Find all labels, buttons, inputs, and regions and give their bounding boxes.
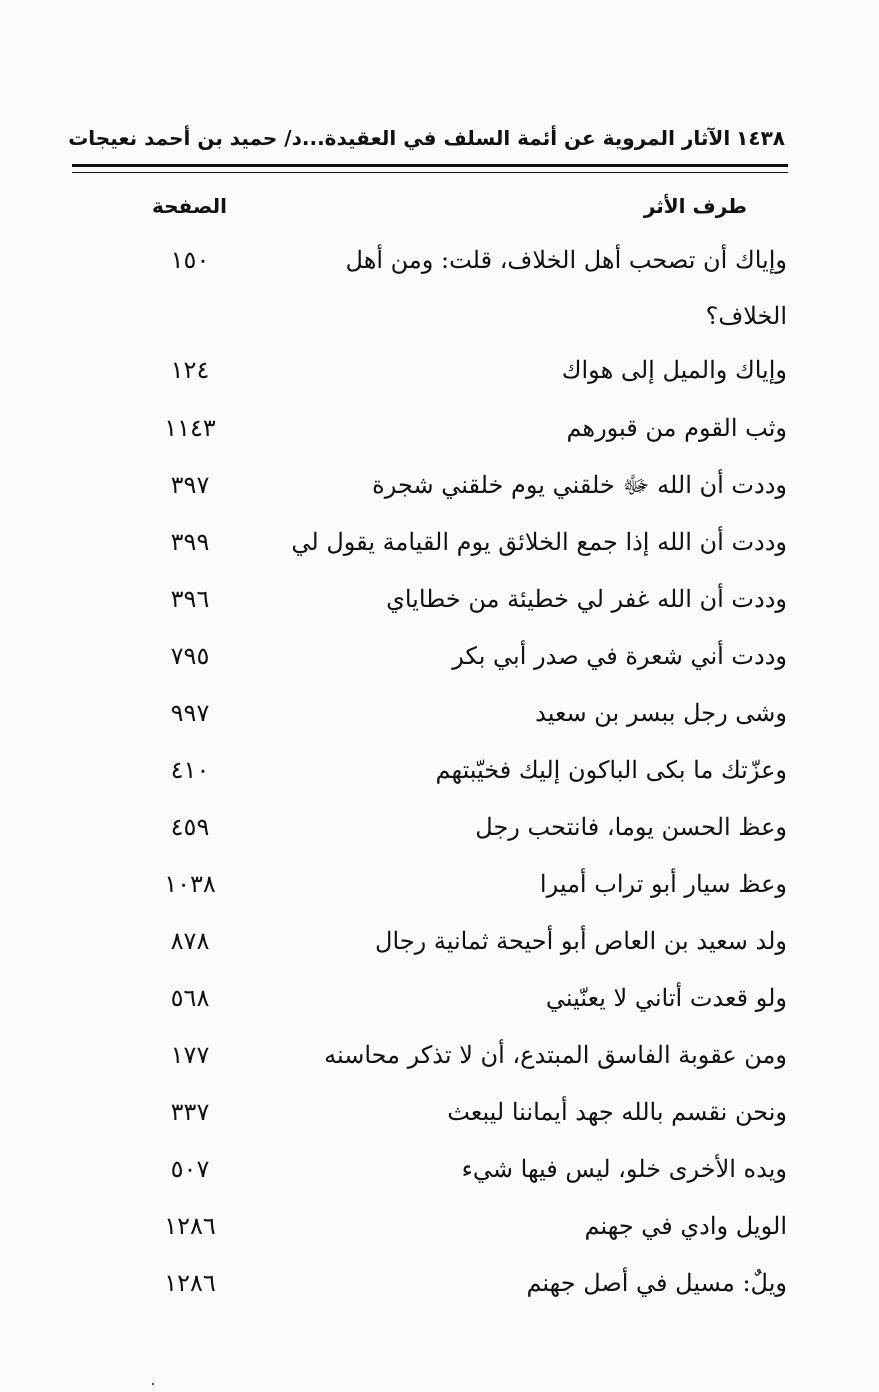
index-entry-text: وددت أن الله إذا جمع الخلائق يوم القيامة يقول لي — [291, 528, 787, 556]
index-entry-text: وإياك والميل إلى هواك — [561, 356, 787, 384]
index-entry-page: ١٢٨٦ — [164, 1269, 216, 1297]
index-entry-text: وثب القوم من قبورهم — [566, 414, 787, 442]
index-entry-page: ٣٣٧ — [170, 1098, 210, 1126]
column-heading-text: طرف الأثر — [643, 194, 747, 218]
index-entry-text: ويده الأخرى خلو، ليس فيها شيء — [461, 1155, 787, 1183]
index-entry-page: ١٥٠ — [170, 246, 210, 274]
index-entry-page: ١٠٣٨ — [164, 870, 216, 898]
index-entry-text: وعزّتك ما بكى الباكون إليك فخيّبتهم — [435, 756, 787, 784]
index-entry-text: وددت أن الله غفر لي خطيئة من خطاياي — [386, 585, 787, 613]
index-entry-page: ٤١٠ — [170, 756, 210, 784]
index-entry-text: وددت أني شعرة في صدر أبي بكر — [452, 642, 787, 670]
index-entry-page: ٩٩٧ — [170, 699, 210, 727]
index-entry-page: ٨٧٨ — [170, 927, 210, 955]
index-entry-text: ومن عقوبة الفاسق المبتدع، أن لا تذكر محاسنه — [324, 1041, 787, 1069]
column-heading-page: الصفحة — [152, 194, 228, 218]
index-entry-text: وعظ الحسن يوما، فانتحب رجل — [475, 813, 787, 841]
index-entry-page: ١٢٤ — [170, 356, 210, 384]
index-entry-page: ٣٩٩ — [170, 528, 210, 556]
index-entry-text: ويلٌ: مسيل في أصل جهنم — [526, 1269, 787, 1297]
index-entry-text: الويل وادي في جهنم — [584, 1212, 787, 1240]
index-entry-text: وعظ سيار أبو تراب أميرا — [539, 870, 787, 898]
index-entry-page: ٧٩٥ — [170, 642, 210, 670]
header-rule-thick — [72, 164, 788, 167]
running-header — [68, 118, 785, 158]
header-page-number: ١٤٣٨ — [736, 126, 785, 150]
index-entry-text: ونحن نقسم بالله جهد أيماننا ليبعث — [447, 1098, 787, 1126]
index-entry-page: ١١٤٣ — [164, 414, 216, 442]
index-entry-page: ١٢٨٦ — [164, 1212, 216, 1240]
index-entry-text: وشى رجل ببسر بن سعيد — [535, 699, 787, 727]
index-entry-page: ٤٥٩ — [170, 813, 210, 841]
index-entry-page: ٣٩٦ — [170, 585, 210, 613]
index-entry-page: ١٧٧ — [170, 1041, 210, 1069]
header-title: الآثار المروية عن أئمة السلف في العقيدة...د/ حميد بن أحمد نعيجات — [68, 126, 731, 150]
index-entry-page: ٣٩٧ — [170, 471, 210, 499]
index-entry-text: ولد سعيد بن العاص أبو أحيحة ثمانية رجال — [375, 927, 787, 955]
index-entry-page: ٥٠٧ — [170, 1155, 210, 1183]
index-entry-text: وإياك أن تصحب أهل الخلاف، قلت: ومن أهل الخلاف؟ — [345, 246, 787, 330]
header-rule-thin — [72, 172, 788, 173]
scan-speck — [152, 1383, 154, 1385]
index-entry-text: ولو قعدت أتاني لا يعنّيني — [545, 984, 787, 1012]
index-entry-text: وددت أن الله ﷻ خلقني يوم خلقني شجرة — [372, 471, 787, 499]
index-entry-page: ٥٦٨ — [170, 984, 210, 1012]
